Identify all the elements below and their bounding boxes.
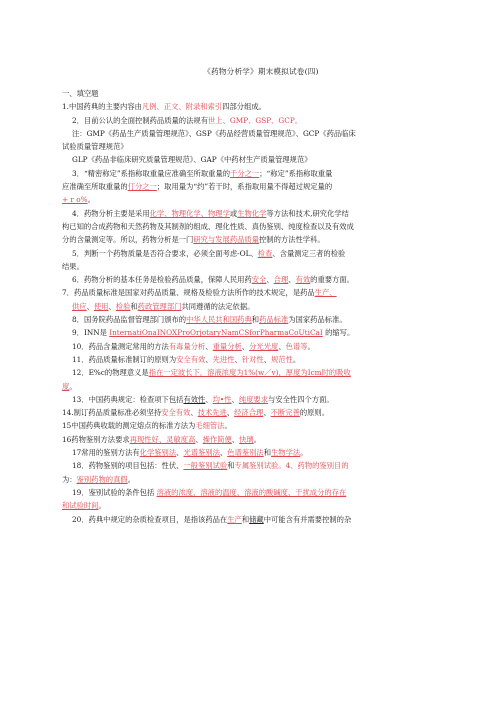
text-segment: 一、填空题	[62, 89, 99, 98]
text-segment: 或	[229, 208, 238, 218]
text-line	[62, 340, 460, 353]
text-segment: 。	[292, 354, 301, 364]
answer-text: 度	[62, 381, 70, 391]
text-segment: 等方法和技术,研究化学结	[266, 208, 349, 218]
answer-text: 中华人民共和国药典	[186, 315, 252, 325]
text-segment: 3．“精密称定”系指称取重量应准确至所取重量的	[72, 168, 231, 178]
text-segment: 、	[241, 341, 250, 351]
text-segment: 、	[190, 408, 198, 418]
text-segment: 注：GMP《药品生产质量管理规范》、GSP《药品经营质量管理规范》、GCP《药品临床	[72, 128, 356, 138]
text-segment: 4．药物分析主要是采用	[72, 208, 150, 218]
answer-text: 经济合理	[234, 408, 264, 418]
text-line	[62, 247, 460, 260]
answer-text: + r o%	[62, 195, 88, 205]
answer-text: 世上、GMP、GSP、GCP。	[208, 115, 303, 125]
text-line	[62, 499, 460, 512]
answer-text: 分光光度	[249, 341, 279, 351]
text-segment: 为：	[62, 474, 77, 484]
answer-text: 千分之一	[230, 168, 260, 178]
answer-text: 生产	[227, 514, 242, 524]
text-segment: 17常用的鉴别方法有	[72, 448, 140, 458]
text-segment: 构已知的合成药物和天然药物及其制剂的组成、理化性质、真伪鉴别、纯度检查以及有效成	[62, 221, 354, 231]
text-segment: 。	[69, 381, 77, 391]
answer-text: 色谱鉴别法	[227, 448, 264, 458]
text-segment: 和	[241, 514, 250, 524]
text-line	[62, 313, 460, 326]
text-segment: 、	[231, 394, 239, 404]
text-segment: 和	[227, 461, 235, 471]
answer-text: 有效	[295, 275, 311, 285]
text-segment: 试验质量管理规范》	[62, 142, 128, 152]
answer-text: 研究与发展药品质量	[193, 235, 260, 245]
text-segment: 、	[226, 408, 235, 418]
text-segment: 、	[205, 341, 213, 351]
text-segment: 、	[266, 275, 274, 285]
text-line	[62, 233, 460, 246]
text-segment: 13．中国药典规定：检查项下包括	[72, 394, 184, 404]
text-segment: 储藏	[249, 514, 264, 524]
text-segment: 、	[263, 408, 271, 418]
text-line	[62, 114, 460, 127]
text-line	[62, 127, 460, 140]
text-line	[62, 353, 460, 366]
answer-text: 一般鉴别试验	[183, 461, 228, 471]
answer-text: 重量分析	[212, 341, 242, 351]
answer-text: 和试验时间	[62, 501, 99, 511]
text-segment: 19．鉴别试验的条件包括	[72, 487, 157, 497]
answer-text: 生物化学	[237, 208, 267, 218]
text-line	[62, 193, 460, 206]
answer-text: 合理	[273, 275, 289, 285]
text-segment: 7．药品质量标准是国家对药品质量、规格及检验方法所作的技术规定，是药品	[62, 288, 315, 298]
text-segment: 和	[130, 301, 138, 311]
answer-text: 专属鉴别试验。4、药物的鉴别目的	[234, 461, 349, 471]
text-line	[62, 473, 460, 486]
answer-text: 纯度要求	[238, 394, 269, 404]
answer-text: 化学鉴别法	[139, 448, 177, 458]
answer-text: 有毒量分析	[168, 341, 206, 351]
answer-text: 均•性	[212, 394, 232, 404]
answer-text: 药政管理部门	[137, 301, 182, 311]
answer-text: 仃分之一	[127, 182, 157, 192]
text-segment: 6．药物分析的基本任务是检验药品质量，保障人民用药	[72, 275, 252, 285]
answer-text: 检查	[257, 248, 273, 258]
answer-text: 使用	[93, 301, 109, 311]
answer-text: 鉴别药物的真假	[76, 474, 128, 484]
answer-text: 指在一定波长下，溶液浓度为1%(w／v)，厚度为Icm时的吸收	[148, 368, 351, 378]
answer-text: 技术先进	[197, 408, 227, 418]
answer-text: 供应	[72, 301, 87, 311]
text-segment: 11．药品质量标准制订的原则为	[72, 354, 177, 364]
text-segment: 、	[278, 341, 286, 351]
text-segment: 的重要方面。	[310, 275, 354, 285]
text-segment: 12．E%c的物理意义是	[72, 368, 149, 378]
text-line	[62, 273, 460, 286]
text-segment: ；“称定”系指称取重量	[259, 168, 333, 178]
text-segment: 、	[219, 448, 228, 458]
text-line	[62, 300, 460, 313]
text-line	[62, 486, 460, 499]
text-segment: 结果。	[62, 261, 84, 271]
text-segment: 和	[263, 448, 272, 458]
text-segment: 、	[263, 354, 272, 364]
text-segment: 。	[307, 341, 315, 351]
text-segment: 、含量测定三者的检验	[272, 248, 346, 258]
text-segment: 的原则。	[299, 408, 329, 418]
answer-text: 先进性	[212, 354, 235, 364]
text-segment: 。	[224, 421, 232, 431]
answer-text: 安全有效	[176, 354, 206, 364]
text-segment: 共同遵循的法定依据。	[181, 301, 255, 311]
text-segment: GLP《药品非临床研究质量管理规范》、GAP《中药材生产质量管理规范》	[72, 155, 312, 165]
text-segment: 分的含量测定等。所以，药物分析是一门	[62, 235, 194, 245]
text-line	[62, 326, 460, 339]
document-body	[62, 87, 460, 526]
answer-text: 溶液的浓度、溶液的温度、溶液的酸碱度、干扰成分的存在	[156, 487, 347, 497]
answer-text: 生产、	[314, 288, 337, 298]
text-segment: 、	[234, 354, 242, 364]
answer-text: InternatiOnaINOXProOrjotaryNamCSforPharmaCoUtiCaI	[109, 328, 323, 338]
answer-text: 生物学法	[271, 448, 301, 458]
text-segment: 、	[176, 448, 184, 458]
text-segment: 。	[300, 448, 308, 458]
text-segment: 为国家药品标准。	[288, 315, 347, 325]
text-segment: 20．药典中规定的杂质检查项目，是指该药品在	[72, 514, 228, 524]
text-segment: 1.中国药典的主要内容由	[62, 102, 142, 112]
answer-text: 化学、物理化学、物理学	[149, 208, 230, 218]
answer-text: 操作简便	[202, 434, 232, 444]
text-line	[62, 286, 460, 299]
answer-text: 药品标准	[259, 315, 289, 325]
text-segment: 和	[251, 315, 260, 325]
answer-text: 凡例、正文、附录和索引	[141, 102, 223, 112]
text-segment: 、	[205, 354, 213, 364]
answer-text: 色谱等	[285, 341, 308, 351]
text-line	[62, 100, 460, 113]
text-segment: 18．药物鉴别的项目包括：性伏、	[72, 461, 184, 471]
text-segment: ；取用量为“约”若干时，系指取用量不得超过规定量的	[156, 182, 333, 192]
text-segment: 、	[231, 434, 240, 444]
answer-text: 安全	[251, 275, 267, 285]
text-segment: 14.制订药品质量标准必须坚持	[62, 408, 162, 418]
text-segment: 5．判断一个药物质量是否符合要求，必须全面考虑-OL、	[72, 248, 258, 258]
text-segment: 。	[127, 474, 135, 484]
text-line	[62, 260, 460, 273]
text-line	[62, 140, 460, 153]
text-segment: 。	[87, 195, 95, 205]
text-segment: 。	[253, 434, 262, 444]
text-segment: 15中国药典收载的测定熔点的标准方法为	[62, 421, 196, 431]
text-line	[62, 459, 460, 472]
text-segment: 、	[195, 434, 203, 444]
answer-text: 检验	[115, 301, 131, 311]
text-line	[62, 513, 460, 526]
text-line	[62, 433, 460, 446]
answer-text: 不断完善	[270, 408, 300, 418]
answer-text: 毛细管法	[195, 421, 225, 431]
answer-text: 快璃	[239, 434, 254, 444]
text-line	[62, 220, 460, 233]
text-line	[62, 419, 460, 432]
text-segment: 的缩写。	[322, 328, 355, 338]
text-segment: 有效性	[183, 394, 206, 404]
answer-text: 安全有效	[161, 408, 191, 418]
text-segment: 10．药品含量测定常用的方法	[72, 341, 169, 351]
text-line	[62, 180, 460, 193]
answer-text: 规范性	[271, 354, 293, 364]
text-segment: 四部分组成。	[222, 102, 266, 112]
text-line	[62, 153, 460, 166]
answer-text: 针对性	[241, 354, 264, 364]
text-segment: 应准确至所取重量的	[62, 182, 128, 192]
text-segment: 与安全性四个方面。	[268, 394, 334, 404]
text-segment: 、	[108, 301, 116, 311]
text-line	[62, 167, 460, 180]
text-segment: 16药物鉴别方法要求	[62, 434, 130, 444]
text-line	[62, 207, 460, 220]
text-segment: 8．国务院药品监督管理部门颁布的	[72, 315, 187, 325]
text-segment: 。	[98, 501, 106, 511]
text-line	[62, 87, 460, 100]
text-line	[62, 446, 460, 459]
answer-text: 再现性好、灵敏度高	[129, 434, 196, 444]
text-segment: 、	[205, 394, 213, 404]
text-segment: 9．INN是	[72, 328, 110, 338]
text-line	[62, 406, 460, 419]
text-line	[62, 366, 460, 379]
text-line	[62, 393, 460, 406]
document-title: 《药物分析学》期末模拟试卷(四)	[203, 67, 319, 76]
text-segment: 、	[288, 275, 296, 285]
text-segment: 控制的方法性学科。	[259, 235, 325, 245]
answer-text: 光谱鉴别法	[183, 448, 220, 458]
text-segment: 中可能含有并需要控制的杂	[263, 514, 352, 524]
text-segment: 2．目前公认的全面控制药品质量的法规有	[72, 115, 208, 125]
text-segment: 、	[86, 301, 94, 311]
text-line	[62, 380, 460, 393]
